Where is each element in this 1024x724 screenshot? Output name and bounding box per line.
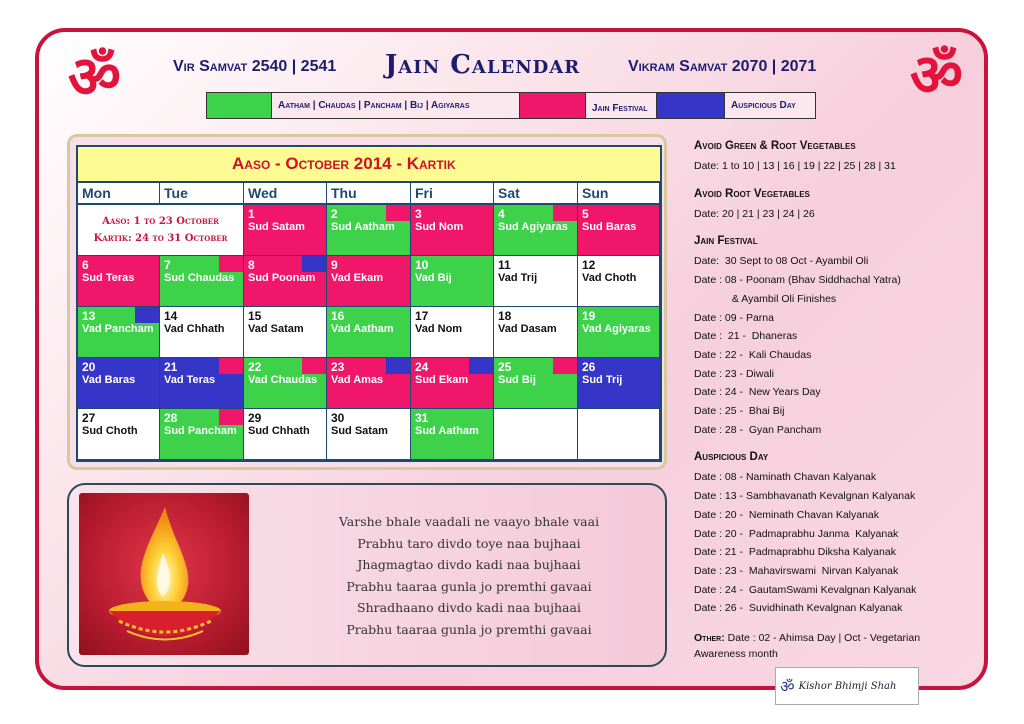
diya-lamp-icon (79, 493, 249, 655)
day-cell (411, 256, 494, 307)
day-cell (411, 358, 494, 409)
info-column (694, 140, 964, 662)
day-number: 17 (415, 309, 429, 323)
auspicious-section (694, 451, 964, 618)
day-cell (244, 358, 327, 409)
day-number: 4 (498, 207, 505, 221)
festival-item: Date : 22 - Kali Chaudas (694, 348, 812, 361)
month-info-cell (78, 205, 244, 256)
day-number: 3 (415, 207, 422, 221)
legend-blue-swatch (657, 93, 725, 118)
day-name: Vad Nom (415, 323, 463, 335)
weekday-sun: Sun (578, 183, 660, 205)
om-symbol-right-icon: ॐ (910, 41, 963, 109)
signature-name: Kishor Bhimji Shah (798, 680, 897, 692)
auspicious-item: Date : 24 - GautamSwami Kevalgnan Kalyanak (694, 583, 917, 596)
day-tag-pink (219, 358, 243, 374)
day-name: Sud Chaudas (164, 272, 235, 284)
day-number: 2 (331, 207, 338, 221)
day-name: Sud Bij (498, 374, 536, 386)
day-name: Vad Chaudas (248, 374, 318, 386)
day-cell (78, 358, 160, 409)
day-tag-pink (219, 409, 243, 425)
day-number: 29 (248, 411, 262, 425)
festival-item: Date : 23 - Diwali (694, 367, 774, 380)
om-symbol-left-icon: ॐ (68, 43, 121, 111)
day-number: 11 (498, 258, 511, 272)
day-name: Sud Aatham (415, 425, 479, 437)
auspicious-item: Date : 08 - Naminath Chavan Kalyanak (694, 471, 877, 484)
avoid-root-section (694, 188, 964, 224)
auspicious-list (694, 468, 964, 618)
avoid-green-title: Avoid Green & Root Vegetables (694, 140, 856, 152)
calendar-panel (67, 134, 667, 470)
festival-list (694, 252, 964, 439)
day-number: 20 (82, 360, 96, 374)
day-number: 25 (498, 360, 512, 374)
day-number: 31 (415, 411, 429, 425)
day-name: Vad Aatham (331, 323, 394, 335)
festival-item: Date : 28 - Gyan Pancham (694, 423, 822, 436)
signature-emblem-icon: ॐ (780, 677, 795, 696)
festival-section (694, 235, 964, 439)
day-cell (578, 307, 660, 358)
weekday-thu: Thu (327, 183, 411, 205)
day-cell (578, 205, 660, 256)
day-name: Sud Pancham (164, 425, 237, 437)
avoid-root-title: Avoid Root Vegetables (694, 187, 810, 200)
festival-item: Date : 09 - Parna (694, 311, 774, 324)
day-name: Vad Ekam (331, 272, 383, 284)
day-tag-pink (386, 205, 410, 221)
day-name: Vad Dasam (498, 323, 557, 335)
festival-item: Date : 21 - Dhaneras (694, 330, 798, 343)
day-number: 15 (248, 309, 262, 323)
day-cell (578, 256, 660, 307)
day-cell (327, 307, 411, 358)
day-cell (244, 205, 327, 256)
day-name: Sud Chhath (248, 425, 310, 437)
other-text: Date : 02 - Ahimsa Day | Oct - Vegetarian Awareness month (694, 632, 921, 661)
auspicious-item: Date : 21 - Padmaprabhu Diksha Kalyanak (694, 546, 896, 559)
poem-line: Shradhaano divdo kadi naa bujhaai (357, 600, 581, 615)
day-cell (494, 307, 578, 358)
festival-title: Jain Festival (694, 235, 758, 248)
diya-lamp-image (79, 493, 249, 655)
legend-green-swatch (207, 93, 272, 118)
day-name: Sud Satam (331, 425, 388, 437)
day-tag-blue (302, 256, 326, 272)
day-name: Vad Trij (498, 272, 538, 284)
weekday-fri: Fri (411, 183, 494, 205)
day-number: 24 (415, 360, 429, 374)
day-number: 23 (331, 360, 345, 374)
page-title: Jain Calendar (385, 50, 581, 80)
festival-item: Date : 24 - New Years Day (694, 386, 821, 399)
day-number: 19 (582, 309, 596, 323)
day-name: Sud Trij (582, 374, 623, 386)
day-cell (160, 256, 244, 307)
month-info-line2: Kartik: 24 to 31 October (93, 233, 228, 244)
weekday-mon: Mon (78, 183, 160, 205)
poem-text (279, 511, 659, 640)
day-number: 26 (582, 360, 596, 374)
day-name: Vad Agiyaras (582, 323, 651, 335)
auspicious-item: Date : 23 - Mahavirswami Nirvan Kalyanak (694, 564, 899, 577)
day-name: Sud Agiyaras (498, 221, 568, 233)
day-tag-blue (469, 358, 493, 374)
signature-logo (775, 667, 919, 705)
day-cell (411, 205, 494, 256)
calendar-grid (76, 145, 662, 462)
day-name: Vad Pancham (82, 323, 154, 335)
weekday-wed: Wed (244, 183, 327, 205)
calendar-title: Aaso - October 2014 - Kartik (78, 147, 660, 183)
day-tag-blue (135, 307, 159, 323)
day-name: Vad Chhath (164, 323, 225, 335)
day-tag-pink (553, 358, 577, 374)
vikram-samvat: Vikram Samvat 2070 | 2071 (628, 58, 817, 75)
day-cell (411, 307, 494, 358)
day-number: 7 (164, 258, 171, 272)
day-name: Vad Teras (164, 374, 216, 386)
day-number: 28 (164, 411, 178, 425)
day-name: Vad Bij (415, 272, 452, 284)
day-name: Vad Satam (248, 323, 304, 335)
poem-line: Prabhu taaraa gunla jo premthi gavaai (346, 621, 592, 637)
day-name: Sud Ekam (415, 374, 469, 386)
festival-item: Date : 25 - Bhai Bij (694, 405, 785, 418)
day-cell (244, 256, 327, 307)
day-cell (327, 256, 411, 307)
day-number: 1 (248, 207, 255, 221)
legend-green-label: Aatham | Chaudas | Pancham | Bij | Agiyaras (272, 93, 520, 118)
day-name: Sud Satam (248, 221, 305, 233)
other-label: Other: (694, 632, 725, 645)
poem-line: Jhagmagtao divdo kadi naa bujhaai (357, 557, 581, 572)
day-tag-pink (219, 256, 243, 272)
auspicious-item: Date : 13 - Sambhavanath Kevalgnan Kalyanak (694, 490, 916, 503)
festival-item: & Ayambil Oli Finishes (694, 292, 837, 305)
auspicious-item: Date : 20 - Neminath Chavan Kalyanak (694, 508, 880, 521)
poem-line: Prabhu taaraa gunla jo premthi gavaai (346, 578, 592, 594)
avoid-green-dates: Date: 1 to 10 | 13 | 16 | 19 | 22 | 25 | 28 | 31 (694, 160, 896, 172)
poem-line: Prabhu taro divdo toye naa bujhaai (357, 535, 581, 551)
festival-item: Date : 08 - Poonam (Bhav Siddhachal Yatra) (694, 274, 901, 287)
weekday-sat: Sat (494, 183, 578, 205)
day-name: Sud Choth (82, 425, 138, 437)
day-number: 30 (331, 411, 345, 425)
day-number: 22 (248, 360, 262, 374)
day-number: 5 (582, 207, 589, 221)
day-number: 10 (415, 258, 429, 272)
day-number: 9 (331, 258, 338, 272)
calendar-days (78, 183, 660, 460)
auspicious-item: Date : 20 - Padmaprabhu Janma Kalyanak (694, 527, 899, 540)
day-cell (244, 307, 327, 358)
day-cell (578, 409, 660, 460)
auspicious-title: Auspicious Day (694, 451, 769, 464)
day-tag-pink (302, 358, 326, 374)
day-tag-blue (386, 358, 410, 374)
day-name: Vad Amas (331, 374, 384, 386)
color-legend (206, 92, 816, 119)
day-cell (494, 409, 578, 460)
day-cell (494, 256, 578, 307)
legend-pink-swatch (520, 93, 586, 118)
day-name: Vad Baras (82, 374, 136, 386)
day-number: 27 (82, 411, 96, 425)
weekday-tue: Tue (160, 183, 244, 205)
day-cell (327, 205, 411, 256)
poem-line: Varshe bhale vaadali ne vaayo bhale vaai (338, 514, 600, 529)
day-number: 14 (164, 309, 178, 323)
day-tag-pink (553, 205, 577, 221)
day-cell (494, 358, 578, 409)
day-cell (160, 409, 244, 460)
day-number: 18 (498, 309, 512, 323)
avoid-green-section (694, 140, 964, 176)
day-name: Sud Aatham (331, 221, 395, 233)
day-cell (78, 409, 160, 460)
day-name: Sud Baras (582, 221, 637, 233)
month-info-line1: Aaso: 1 to 23 October (102, 216, 219, 227)
vir-samvat: Vir Samvat 2540 | 2541 (173, 58, 337, 75)
day-cell (160, 358, 244, 409)
day-number: 21 (164, 360, 178, 374)
day-cell (578, 358, 660, 409)
day-number: 13 (82, 309, 96, 323)
day-name: Sud Poonam (248, 272, 316, 284)
day-cell (411, 409, 494, 460)
legend-pink-label: Jain Festival (586, 93, 657, 118)
day-cell (494, 205, 578, 256)
day-cell (78, 307, 160, 358)
day-number: 8 (248, 258, 255, 272)
day-cell (327, 409, 411, 460)
poem-panel (67, 483, 667, 667)
festival-item: Date: 30 Sept to 08 Oct - Ayambil Oli (694, 255, 869, 268)
legend-blue-label: Auspicious Day (725, 93, 815, 118)
auspicious-item: Date : 26 - Suvidhinath Kevalgnan Kalyanak (694, 602, 903, 615)
day-cell (327, 358, 411, 409)
day-cell (160, 307, 244, 358)
day-name: Sud Teras (82, 272, 135, 284)
day-number: 12 (582, 258, 596, 272)
day-name: Sud Nom (415, 221, 464, 233)
day-number: 6 (82, 258, 89, 272)
day-number: 16 (331, 309, 345, 323)
other-section (694, 630, 964, 662)
day-name: Vad Choth (582, 272, 637, 284)
day-cell (78, 256, 160, 307)
avoid-root-dates: Date: 20 | 21 | 23 | 24 | 26 (694, 207, 815, 220)
day-cell (244, 409, 327, 460)
